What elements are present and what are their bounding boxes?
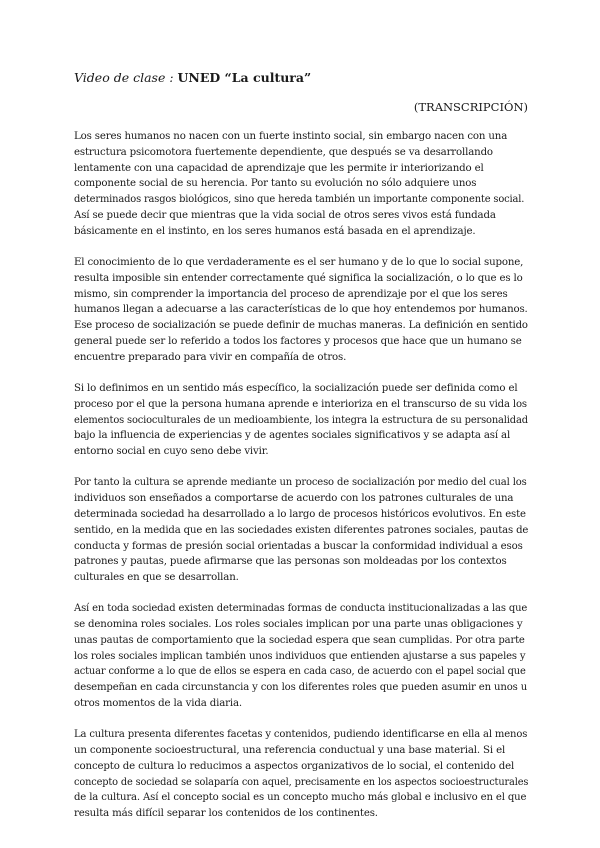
- text-line: actuar conforme a lo que de ellos se espera en cada caso, de acuerdo con el papel social que: [74, 666, 526, 678]
- text-line: los roles sociales implican también unos individuos que entienden ajustarse a sus papeles y: [74, 650, 526, 662]
- text-line: individuos son enseñados a comportarse de acuerdo con los patrones culturales de una: [74, 493, 514, 505]
- text-line: se denomina roles sociales. Los roles sociales implican por una parte unas obligaciones y: [74, 619, 523, 631]
- text-line: conducta y formas de presión social orientadas a buscar la conformidad individual a esos: [74, 540, 523, 552]
- text-line: determinados rasgos biológicos, sino que hereda también un importante componente social.: [74, 194, 525, 206]
- paragraph-2: [74, 255, 528, 366]
- text-line: patrones y pautas, puede afirmarse que las personas son moldeadas por los contextos: [74, 556, 507, 568]
- text-line: sentido, en la medida que en las sociedades existen diferentes patrones sociales, pautas de: [74, 524, 529, 536]
- paragraph-5: [74, 601, 528, 712]
- text-line: resulta imposible sin entender correctamente qué significa la socialización, o lo que es lo: [74, 272, 523, 284]
- text-line: resulta más difícil separar los contenidos de los continentes.: [74, 808, 378, 820]
- paragraph-4: [74, 475, 528, 586]
- text-line: encuentre preparado para vivir en compañía de otros.: [74, 351, 347, 363]
- text-line: determinada sociedad ha desarrollado a lo largo de procesos históricos evolutivos. En este: [74, 508, 526, 520]
- text-line: estructura psicomotora fuertemente dependiente, que después se va desarrollando: [74, 146, 493, 158]
- text-line: mismo, sin comprender la importancia del proceso de aprendizaje por el que los seres: [74, 288, 508, 300]
- text-line: general puede ser lo referido a todos los factores y procesos que hace que un humano se: [74, 335, 522, 347]
- document-heading: [74, 70, 311, 85]
- text-line: humanos llegan a adecuarse a las características de lo que hoy entendemos por humanos.: [74, 304, 528, 316]
- text-line: un componente socioestructural, una referencia conductual y una base material. Si el: [74, 745, 506, 757]
- text-line: componente social de su herencia. Por tanto su evolución no sólo adquiere unos: [74, 178, 477, 190]
- text-line: Por tanto la cultura se aprende mediante un proceso de socialización por medio del cual los: [74, 477, 527, 489]
- text-line: elementos socioculturales de un medioambiente, los integra la estructura de su personalidad: [74, 414, 528, 426]
- paragraph-3: [74, 381, 528, 460]
- text-line: La cultura presenta diferentes facetas y contenidos, pudiendo identificarse en ella al menos: [74, 729, 528, 741]
- text-line: entorno social en cuyo seno debe vivir.: [74, 446, 269, 458]
- text-line: concepto de cultura lo reducimos a aspectos organizativos de lo social, el contenido del: [74, 760, 515, 772]
- transcription-tag: (TRANSCRIPCIÓN): [413, 100, 528, 114]
- heading-title: UNED “La cultura”: [177, 70, 312, 85]
- text-line: Ese proceso de socialización se puede definir de muchas maneras. La definición en sentido: [74, 320, 528, 332]
- text-line: desempeñan en cada circunstancia y con los diferentes roles que pueden asumir en unos u: [74, 682, 528, 694]
- text-line: proceso por el que la persona humana aprende e interioriza en el transcurso de su vida los: [74, 398, 527, 410]
- text-line: otros momentos de la vida diaria.: [74, 698, 242, 710]
- text-line: lentamente con una capacidad de aprendizaje que les permite ir interiorizando el: [74, 162, 484, 174]
- text-line: Si lo definimos en un sentido más específico, la socialización puede ser definida como el: [74, 382, 518, 394]
- text-line: Así en toda sociedad existen determinadas formas de conducta institucionalizadas a las que: [74, 603, 528, 615]
- body-text: [74, 129, 528, 837]
- heading-prefix: Video de clase :: [74, 70, 174, 85]
- text-line: bajo la influencia de experiencias y de agentes sociales significativos y se adapta así al: [74, 430, 511, 442]
- text-line: culturales en que se desarrollan.: [74, 572, 239, 584]
- text-line: concepto de sociedad se solaparía con aquel, precisamente en los aspectos socioestructurales: [74, 776, 529, 788]
- text-line: básicamente en el instinto, en los seres humanos está basada en el aprendizaje.: [74, 225, 476, 237]
- text-line: Así se puede decir que mientras que la vida social de otros seres vivos está fundada: [74, 209, 496, 221]
- text-line: unas pautas de comportamiento que la sociedad espera que sean cumplidas. Por otra parte: [74, 634, 525, 646]
- paragraph-1: [74, 129, 528, 240]
- paragraph-6: [74, 727, 528, 822]
- text-line: El conocimiento de lo que verdaderamente es el ser humano y de lo que lo social supone,: [74, 256, 524, 268]
- text-line: Los seres humanos no nacen con un fuerte instinto social, sin embargo nacen con una: [74, 131, 508, 142]
- text-line: de la cultura. Así el concepto social es un concepto mucho más global e inclusivo en el que: [74, 792, 527, 804]
